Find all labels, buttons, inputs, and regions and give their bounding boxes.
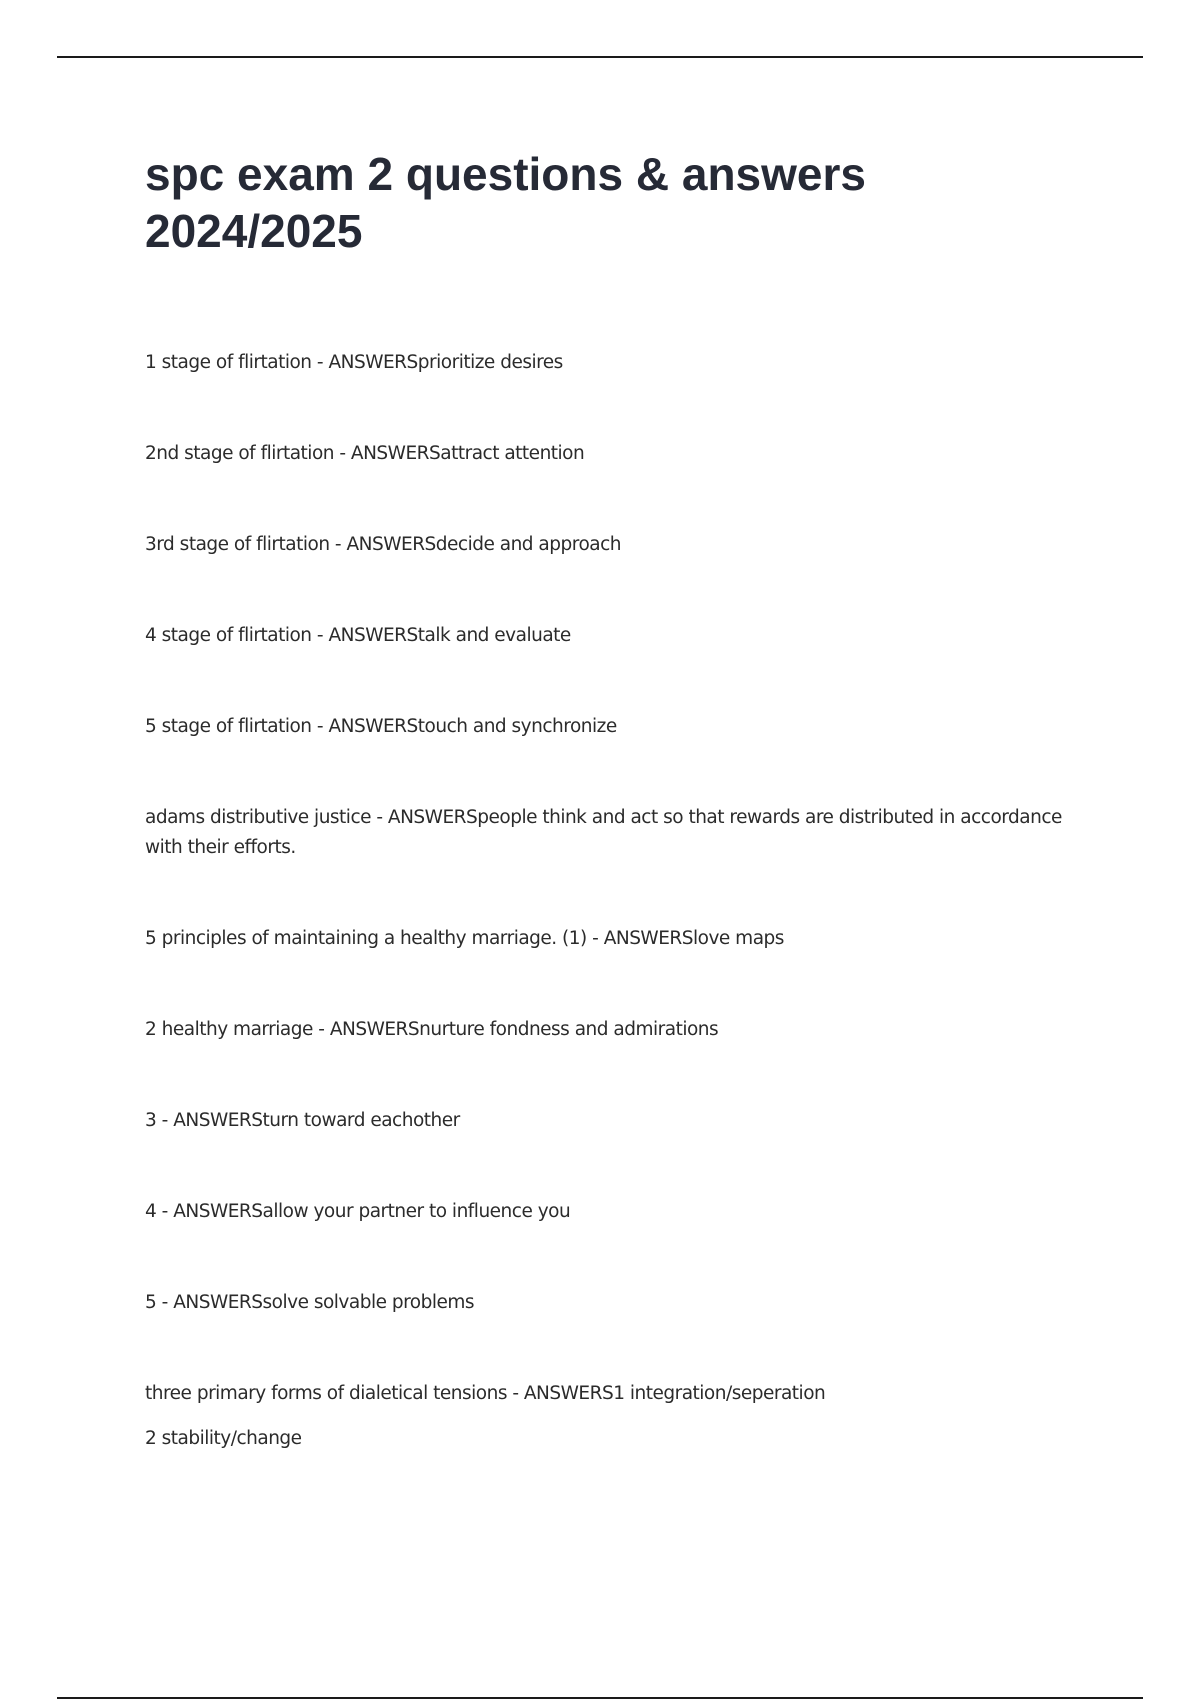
qa-item: 4 - ANSWERSallow your partner to influence you xyxy=(145,1201,571,1222)
qa-item: 1 stage of flirtation - ANSWERSprioritize desires xyxy=(145,352,563,373)
document-title: spc exam 2 questions & answers 2024/2025 xyxy=(145,148,866,257)
qa-item: 5 principles of maintaining a healthy marriage. (1) - ANSWERSlove maps xyxy=(145,928,784,949)
qa-item: 5 stage of flirtation - ANSWERStouch and synchronize xyxy=(145,716,617,737)
top-rule xyxy=(57,56,1143,58)
qa-item: 4 stage of flirtation - ANSWERStalk and evaluate xyxy=(145,625,571,646)
qa-item-text: three primary forms of dialetical tensions - ANSWERS1 integration/seperation xyxy=(145,1383,826,1404)
qa-item: 2 healthy marriage - ANSWERSnurture fondness and admirations xyxy=(145,1019,719,1040)
qa-item: 2nd stage of flirtation - ANSWERSattract attention xyxy=(145,443,585,464)
qa-item-multiline xyxy=(145,1379,1085,1454)
bottom-rule xyxy=(57,1697,1143,1699)
qa-item: 5 - ANSWERSsolve solvable problems xyxy=(145,1292,475,1313)
qa-item: adams distributive justice - ANSWERSpeople think and act so that rewards are distributed in accordance with their efforts. xyxy=(145,807,1062,858)
qa-item: 3 - ANSWERSturn toward eachother xyxy=(145,1110,460,1131)
qa-item: 3rd stage of flirtation - ANSWERSdecide and approach xyxy=(145,534,622,555)
qa-item-continuation: 2 stability/change xyxy=(145,1428,302,1449)
qa-list xyxy=(145,348,1085,1515)
